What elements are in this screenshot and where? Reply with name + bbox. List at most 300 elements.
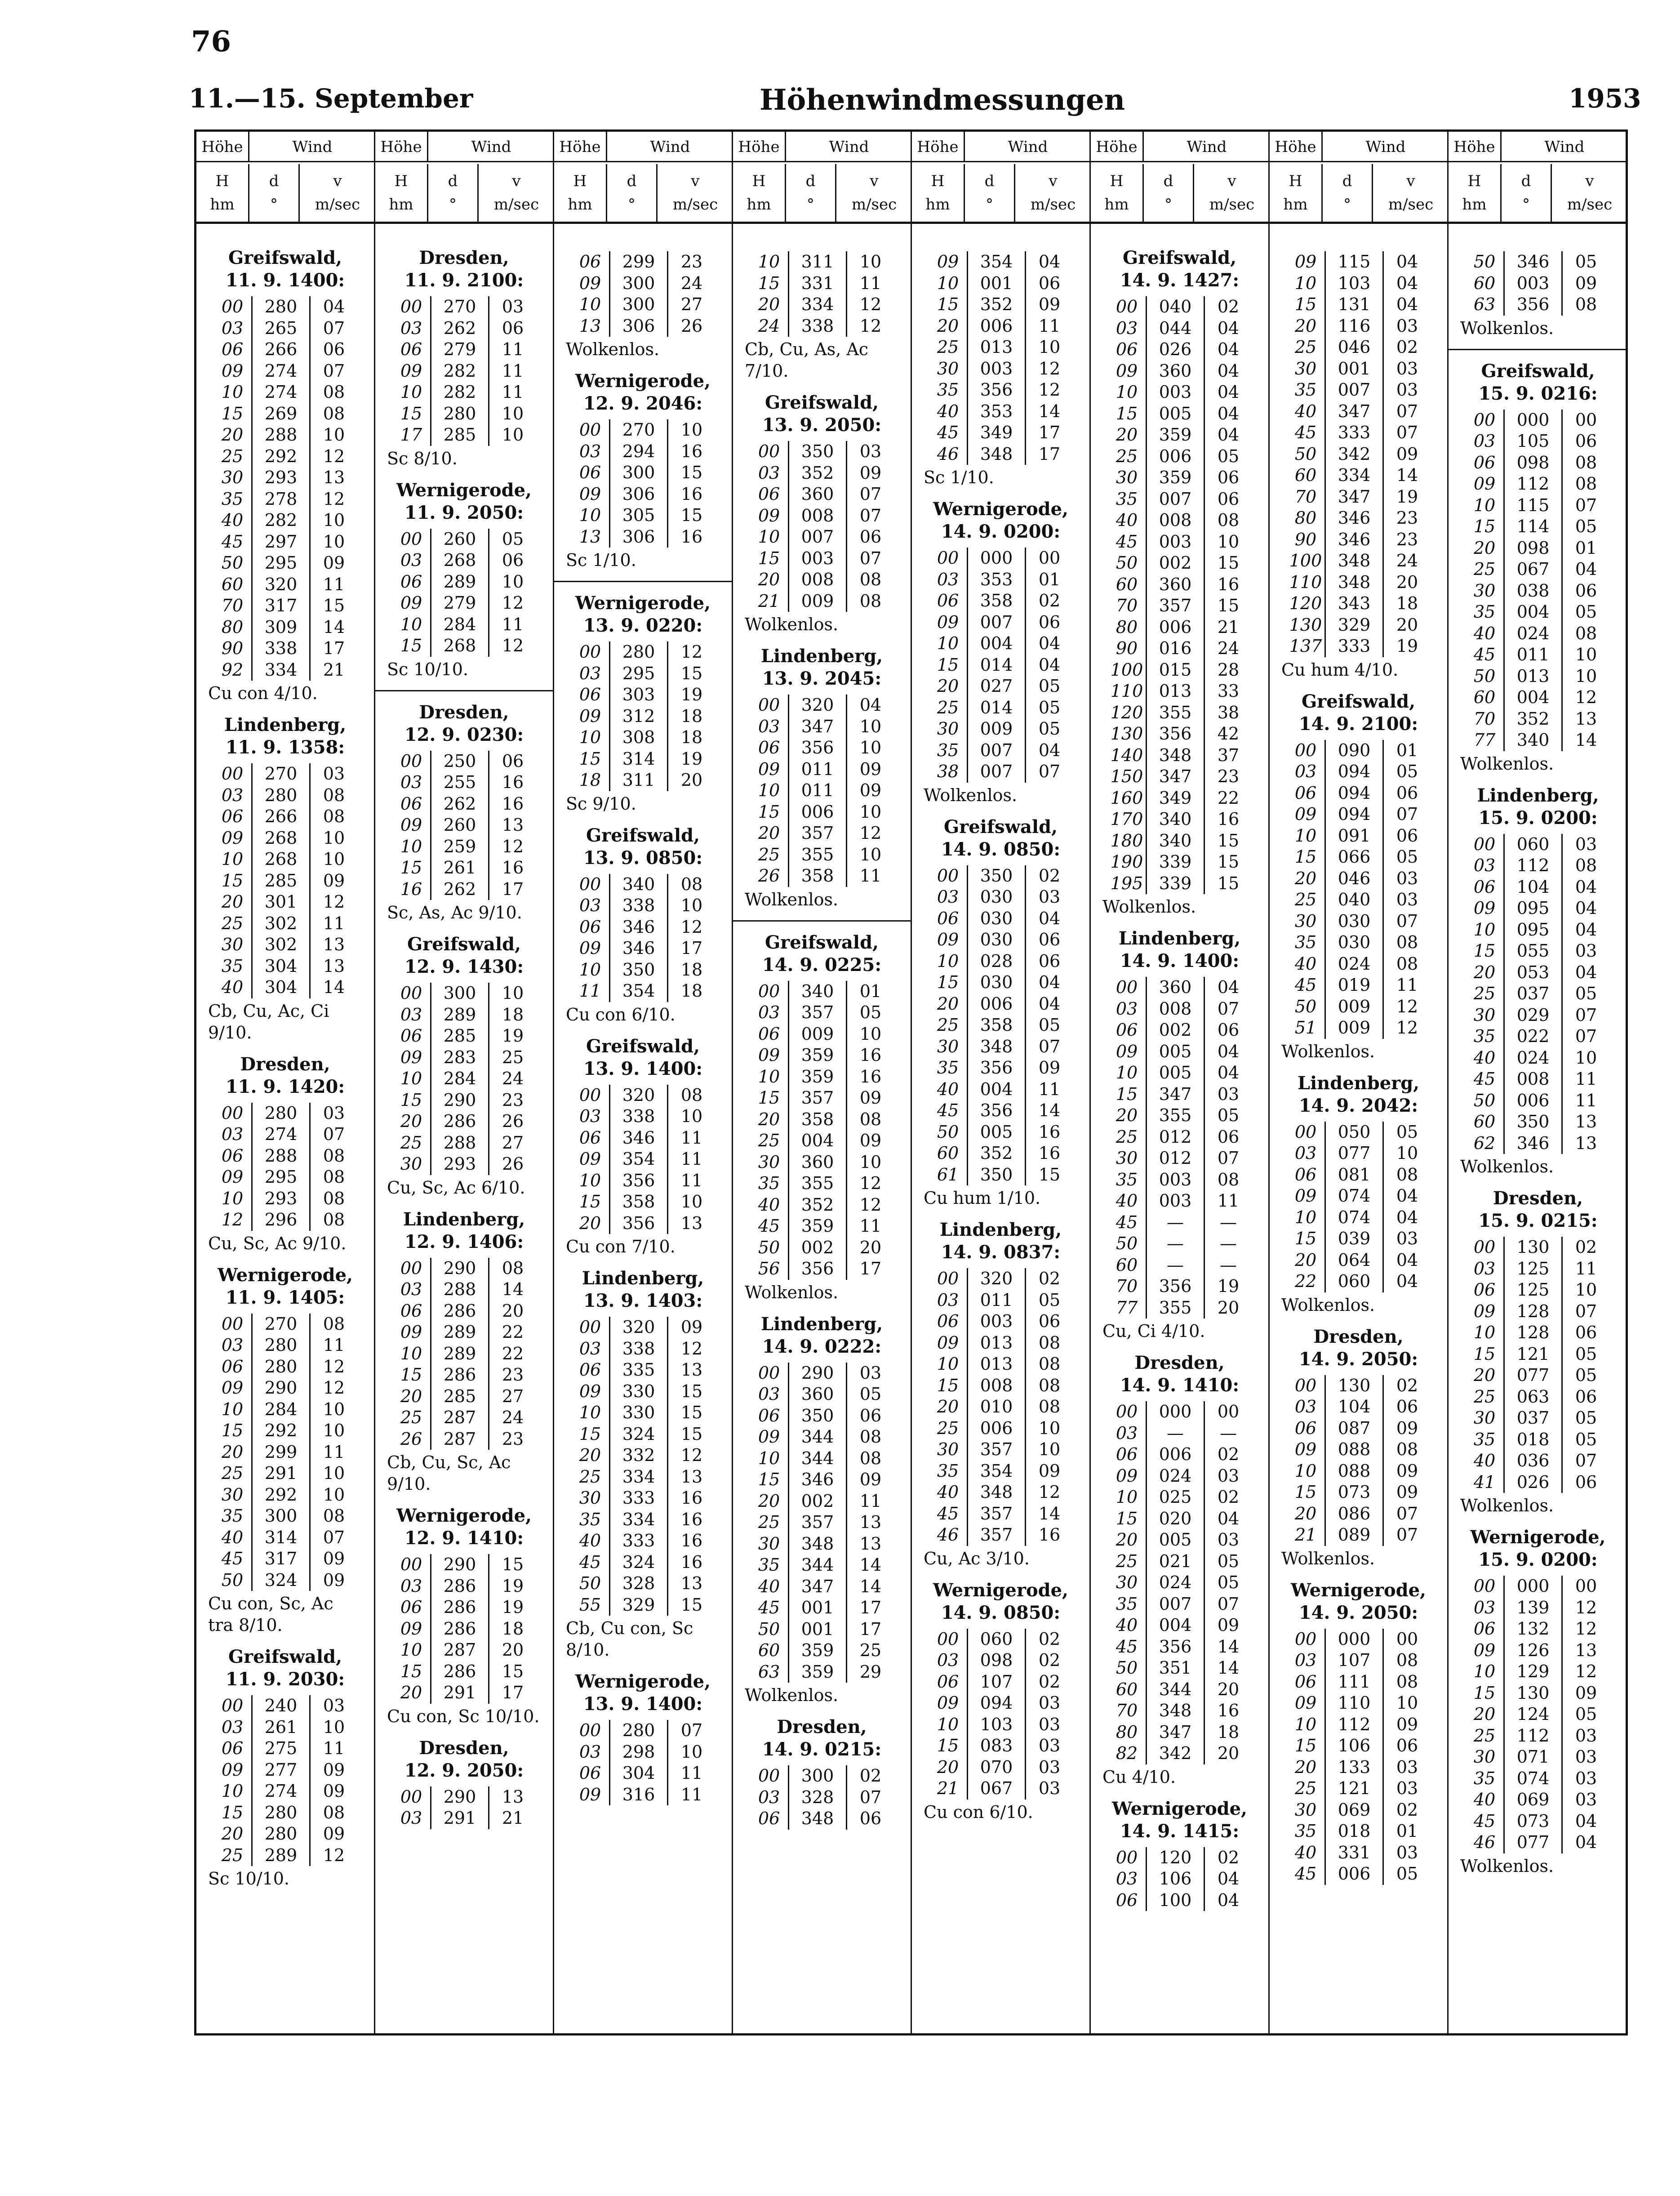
table-row <box>1108 1487 1252 1508</box>
height-value: 35 <box>1294 380 1317 400</box>
cloud-note: Wolkenlos. <box>1460 1856 1554 1876</box>
table-row <box>213 763 357 785</box>
sounding-block <box>733 251 911 382</box>
table-row <box>571 1317 715 1338</box>
sounding-block <box>1091 927 1268 1342</box>
height-value: 35 <box>1116 1169 1138 1189</box>
speed-value: 03 <box>1575 1768 1597 1788</box>
speed-value: 19 <box>1396 636 1418 656</box>
table-row <box>213 1103 357 1124</box>
sounding-title <box>733 392 911 437</box>
direction-value: 003 <box>1146 531 1205 553</box>
speed-value: 16 <box>1217 574 1240 594</box>
direction-value: 333 <box>609 1488 668 1509</box>
table-row <box>392 983 536 1004</box>
speed-value: 10 <box>323 849 345 869</box>
table-row <box>213 1188 357 1210</box>
height-value: 00 <box>1294 1375 1317 1395</box>
table-row <box>392 318 536 339</box>
speed-value: 17 <box>680 938 703 958</box>
station-column-2 <box>375 132 554 2033</box>
speed-value: 03 <box>1396 1229 1418 1248</box>
table-row <box>392 1343 536 1365</box>
height-value: 09 <box>758 759 780 779</box>
station-name: Lindenberg, <box>582 1268 704 1289</box>
sounding-title <box>196 1646 374 1691</box>
table-row <box>1287 572 1431 593</box>
sounding-block <box>733 392 911 635</box>
sounding-title <box>912 498 1089 543</box>
direction-value: 344 <box>788 1426 847 1448</box>
height-value: 00 <box>579 642 601 662</box>
speed-value: 08 <box>1217 1169 1240 1189</box>
direction-value: 356 <box>609 1213 668 1234</box>
height-unit-header: H hm <box>554 164 607 222</box>
speed-value: 13 <box>1575 1112 1597 1131</box>
table-row <box>571 1213 715 1234</box>
height-value: 00 <box>1116 1847 1138 1867</box>
speed-value: 13 <box>680 1466 703 1487</box>
table-row <box>1287 379 1431 401</box>
speed-value: 11 <box>502 361 524 381</box>
height-value: 50 <box>1294 996 1317 1016</box>
speed-value: 13 <box>680 1213 703 1233</box>
height-value: 03 <box>1116 1423 1138 1443</box>
speed-value: 05 <box>1575 602 1597 622</box>
table-row <box>1287 1207 1431 1229</box>
table-row <box>1287 1714 1431 1736</box>
height-value: 06 <box>579 1127 601 1148</box>
direction-value: 293 <box>430 1154 489 1175</box>
speed-value: 12 <box>859 1173 882 1193</box>
direction-value: 352 <box>967 1143 1026 1164</box>
height-value: 03 <box>1116 998 1138 1019</box>
table-row <box>1466 431 1609 452</box>
height-value: 10 <box>1473 495 1496 515</box>
speed-value: 08 <box>859 1109 882 1129</box>
table-row <box>213 1377 357 1399</box>
direction-value: 095 <box>1503 919 1563 941</box>
direction-value: 348 <box>1324 572 1384 593</box>
height-value: 25 <box>937 337 959 357</box>
table-row <box>1108 1084 1252 1105</box>
table-row <box>1466 1661 1609 1683</box>
height-value: 03 <box>221 1335 244 1355</box>
speed-value: 03 <box>1038 1714 1061 1734</box>
direction-value: 324 <box>609 1552 668 1573</box>
wind-header: Wind <box>1323 132 1449 162</box>
height-value: 06 <box>221 806 244 826</box>
table-row <box>750 569 894 591</box>
speed-value: 07 <box>1396 401 1418 421</box>
table-row <box>750 1808 894 1830</box>
height-value: 25 <box>937 697 959 717</box>
height-value: 06 <box>937 1671 959 1692</box>
sounding-title <box>554 824 732 869</box>
speed-value: 26 <box>502 1111 524 1131</box>
height-value: 00 <box>400 529 422 549</box>
speed-value: 10 <box>502 403 524 423</box>
table-row <box>1287 1461 1431 1482</box>
table-row <box>571 1445 715 1466</box>
table-row <box>1466 559 1609 580</box>
station-name: Lindenberg, <box>1297 1072 1420 1094</box>
speed-value: 07 <box>323 318 345 338</box>
direction-value: 340 <box>609 874 668 895</box>
sounding-block <box>912 1219 1089 1569</box>
direction-value: 001 <box>967 273 1026 294</box>
height-unit-header: H hm <box>1091 164 1144 222</box>
height-value: 35 <box>221 489 244 509</box>
table-row <box>1287 1375 1431 1397</box>
direction-value: 359 <box>788 1045 847 1066</box>
sounding-title <box>554 592 732 637</box>
direction-value: 342 <box>1146 1743 1205 1764</box>
table-row <box>750 1045 894 1066</box>
speed-value: 18 <box>1217 1722 1240 1742</box>
table-row <box>571 917 715 938</box>
speed-value: 06 <box>1575 431 1597 451</box>
table-row <box>750 251 894 273</box>
table-row <box>392 1576 536 1597</box>
station-name: Dresden, <box>1313 1326 1404 1347</box>
speed-value: 06 <box>1575 1472 1597 1492</box>
direction-value: 360 <box>1146 977 1205 998</box>
speed-value: 13 <box>502 1786 524 1807</box>
direction-value: 286 <box>430 1301 489 1322</box>
direction-value: 012 <box>1146 1148 1205 1169</box>
direction-value: 063 <box>1503 1386 1563 1408</box>
direction-value: 060 <box>967 1629 1026 1650</box>
table-row <box>1108 1679 1252 1701</box>
table-row <box>750 484 894 505</box>
speed-value: 10 <box>323 1421 345 1440</box>
direction-value: 355 <box>1146 702 1205 724</box>
direction-value: 004 <box>1503 687 1563 708</box>
direction-value: 005 <box>1146 1062 1205 1084</box>
table-row <box>1108 1401 1252 1423</box>
direction-value: 360 <box>1146 574 1205 596</box>
height-value: 03 <box>758 1002 780 1022</box>
speed-value: 13 <box>1575 1640 1597 1660</box>
height-value: 30 <box>1116 468 1138 487</box>
sounding-time: 13. 9. 1400: <box>583 1058 703 1079</box>
direction-value: 329 <box>609 1595 668 1616</box>
direction-value: 290 <box>430 1786 489 1808</box>
wind-header: Wind <box>1144 132 1270 162</box>
table-row <box>929 1524 1073 1546</box>
direction-value: 304 <box>251 956 311 977</box>
height-value: 09 <box>1294 1186 1317 1206</box>
height-value: 10 <box>579 727 601 747</box>
measurement-rows <box>571 419 715 548</box>
table-row <box>1287 889 1431 911</box>
table-row <box>929 1714 1073 1736</box>
sounding-time: 13. 9. 0220: <box>583 615 703 636</box>
table-row <box>392 1132 536 1154</box>
table-row <box>392 424 536 446</box>
direction-value: 060 <box>1324 1271 1384 1292</box>
station-name: Dresden, <box>777 1716 867 1737</box>
direction-value: 018 <box>1503 1429 1563 1451</box>
speed-value: 22 <box>1217 788 1240 808</box>
height-value: 06 <box>400 1597 422 1617</box>
height-value: 09 <box>1473 1301 1496 1321</box>
table-row <box>1466 1725 1609 1747</box>
speed-value: 11 <box>1575 1258 1597 1278</box>
direction-value: 309 <box>251 617 311 638</box>
height-value: 06 <box>758 1405 780 1425</box>
height-value: 15 <box>937 972 959 992</box>
table-row <box>1287 1524 1431 1546</box>
table-row <box>1287 593 1431 615</box>
height-value: 15 <box>758 1470 780 1489</box>
speed-value: 12 <box>323 489 345 509</box>
height-value: 15 <box>221 403 244 423</box>
table-row <box>750 1002 894 1024</box>
table-row <box>750 294 894 316</box>
direction-value: 003 <box>967 1311 1026 1332</box>
speed-value: 03 <box>1575 834 1597 854</box>
direction-value: 283 <box>430 1047 489 1069</box>
height-value: 90 <box>1294 529 1317 549</box>
direction-value: 357 <box>967 1524 1026 1546</box>
speed-value: 23 <box>502 1429 524 1449</box>
table-row <box>750 1469 894 1491</box>
table-row <box>750 273 894 294</box>
height-value: 190 <box>1110 852 1143 872</box>
table-row <box>1108 1255 1252 1276</box>
height-value: 20 <box>937 316 959 336</box>
station-name: Lindenberg, <box>760 1313 883 1335</box>
table-row <box>929 865 1073 887</box>
speed-value: 04 <box>1217 1890 1240 1910</box>
sounding-time: 13. 9. 2045: <box>762 668 882 689</box>
direction-value: 077 <box>1503 1832 1563 1853</box>
direction-value: 296 <box>251 1209 311 1231</box>
sounding-block <box>733 931 911 1303</box>
measurement-rows <box>750 981 894 1280</box>
direction-value: 262 <box>430 793 489 815</box>
table-row <box>1108 638 1252 659</box>
direction-value: 350 <box>967 865 1026 887</box>
height-value: 50 <box>758 1237 780 1257</box>
height-value: 20 <box>937 1757 959 1777</box>
direction-value: 298 <box>609 1742 668 1763</box>
height-value: 15 <box>1473 1344 1496 1364</box>
direction-value: 339 <box>1146 873 1205 895</box>
speed-value: 12 <box>502 593 524 613</box>
direction-value: 320 <box>788 695 847 716</box>
table-row <box>750 1258 894 1280</box>
cloud-note: Wolkenlos. <box>1281 1041 1375 1061</box>
speed-value: 08 <box>1575 452 1597 472</box>
table-row <box>750 823 894 844</box>
direction-value: 357 <box>788 1087 847 1109</box>
height-value: 20 <box>758 1109 780 1129</box>
station-name: Greifswald, <box>586 824 700 846</box>
direction-value: 002 <box>1146 552 1205 574</box>
measurement-rows <box>750 441 894 612</box>
height-value: 15 <box>937 294 959 314</box>
direction-value: 009 <box>1324 996 1384 1018</box>
height-value: 09 <box>400 1322 422 1342</box>
speed-value: 04 <box>1038 993 1061 1014</box>
speed-value: 10 <box>323 1399 345 1419</box>
direction-value: 299 <box>609 251 668 273</box>
speed-value: 04 <box>1396 1271 1418 1291</box>
speed-unit-header: v m/sec <box>1030 172 1076 214</box>
height-value: 40 <box>1294 401 1317 421</box>
speed-value: 01 <box>1575 538 1597 558</box>
table-row <box>571 895 715 917</box>
speed-value: 05 <box>1038 697 1061 717</box>
speed-value: 11 <box>1575 1090 1597 1110</box>
column-header <box>1091 132 1268 224</box>
station-column-1 <box>196 132 375 2033</box>
direction-value: 304 <box>609 1763 668 1784</box>
height-value: 03 <box>221 1124 244 1144</box>
height-value: 30 <box>400 1154 422 1174</box>
height-value: 03 <box>937 569 959 589</box>
speed-value: 19 <box>680 685 703 704</box>
speed-value: 04 <box>1217 339 1240 359</box>
speed-value: 11 <box>502 382 524 402</box>
station-name: Lindenberg, <box>224 714 347 735</box>
height-value: 15 <box>1473 517 1496 536</box>
table-row <box>213 828 357 849</box>
height-value: 06 <box>400 339 422 359</box>
measurement-rows <box>392 983 536 1175</box>
direction-value: 269 <box>251 403 311 425</box>
table-row <box>1108 1551 1252 1572</box>
measurement-rows <box>213 296 357 681</box>
height-value: 25 <box>1473 1386 1496 1407</box>
sounding-time: 14. 9. 2100: <box>1298 713 1418 735</box>
speed-value: 06 <box>1038 612 1061 632</box>
speed-value: 20 <box>1396 572 1418 592</box>
direction-value: 024 <box>1503 1047 1563 1069</box>
speed-value: 07 <box>1575 1451 1597 1470</box>
speed-value: 06 <box>1217 489 1240 509</box>
speed-value: 13 <box>323 935 345 954</box>
measurement-rows <box>1108 1401 1252 1764</box>
speed-value: 05 <box>1038 676 1061 696</box>
table-row <box>571 505 715 526</box>
table-row <box>213 1738 357 1759</box>
table-row <box>392 1618 536 1640</box>
direction-value: 115 <box>1324 251 1384 273</box>
speed-value: 19 <box>1217 1276 1240 1296</box>
table-row <box>571 526 715 548</box>
height-value: 00 <box>1473 1237 1496 1257</box>
direction-value: 287 <box>430 1429 489 1450</box>
table-row <box>750 1597 894 1619</box>
direction-value: 274 <box>251 361 311 382</box>
direction-value: 356 <box>1146 1276 1205 1297</box>
speed-value: 18 <box>680 959 703 980</box>
height-value: 06 <box>1294 1418 1317 1438</box>
station-name: Wernigerode, <box>575 1671 711 1692</box>
direction-value: 089 <box>1324 1524 1384 1546</box>
sounding-title <box>196 1053 374 1098</box>
direction-value: 087 <box>1324 1418 1384 1439</box>
height-value: 03 <box>1116 318 1138 338</box>
speed-value: 07 <box>859 548 882 568</box>
column-body <box>1449 222 1627 2033</box>
direction-value: 277 <box>251 1759 311 1781</box>
height-value: 00 <box>1294 1122 1317 1142</box>
height-value: 20 <box>221 892 244 912</box>
height-value: 150 <box>1110 766 1143 786</box>
direction-value: 003 <box>1146 382 1205 403</box>
speed-value: 16 <box>680 441 703 461</box>
direction-value: 026 <box>1146 339 1205 361</box>
direction-value: 300 <box>430 983 489 1004</box>
direction-value: 025 <box>1146 1487 1205 1508</box>
direction-value: 360 <box>788 484 847 505</box>
height-value: 15 <box>1294 1229 1317 1248</box>
table-row <box>213 1463 357 1484</box>
height-value: 00 <box>937 548 959 568</box>
height-header: Höhe <box>733 132 786 162</box>
speed-value: 09 <box>859 1131 882 1150</box>
height-value: 40 <box>937 401 959 421</box>
direction-value: 036 <box>1503 1450 1563 1472</box>
table-row <box>1466 1301 1609 1323</box>
table-row <box>1108 574 1252 596</box>
direction-value: 006 <box>967 1418 1026 1439</box>
speed-value: 03 <box>1038 1693 1061 1713</box>
direction-value: 044 <box>1146 318 1205 339</box>
column-body <box>554 222 732 2033</box>
height-value: 25 <box>758 844 780 864</box>
direction-value: 358 <box>967 590 1026 612</box>
direction-value: 250 <box>430 751 489 772</box>
speed-value: 07 <box>1396 1525 1418 1545</box>
table-row <box>1287 804 1431 825</box>
direction-value: 003 <box>1503 273 1563 294</box>
height-value: 51 <box>1294 1018 1317 1038</box>
height-value: 00 <box>400 1258 422 1278</box>
table-row <box>571 980 715 1002</box>
direction-value: 132 <box>1503 1618 1563 1640</box>
direction-value: 348 <box>788 1808 847 1830</box>
height-value: 30 <box>937 1036 959 1056</box>
speed-value: 15 <box>680 1595 703 1615</box>
measurement-rows <box>1287 740 1431 1039</box>
direction-value: 077 <box>1503 1365 1563 1386</box>
height-value: 06 <box>1116 339 1138 359</box>
table-row <box>1466 1344 1609 1365</box>
speed-value: 12 <box>502 836 524 856</box>
direction-value: 347 <box>1324 401 1384 423</box>
table-row <box>1287 316 1431 337</box>
height-value: 06 <box>758 484 780 504</box>
table-row <box>1466 1832 1609 1853</box>
sounding-time: 14. 9. 2050: <box>1298 1348 1418 1370</box>
table-row <box>571 1466 715 1488</box>
direction-value: 069 <box>1503 1789 1563 1811</box>
table-row <box>571 1509 715 1531</box>
table-row <box>213 1442 357 1463</box>
speed-value: 05 <box>1217 1105 1240 1125</box>
table-row <box>392 1661 536 1683</box>
height-value: 40 <box>1116 1191 1138 1211</box>
height-value: 25 <box>1473 1725 1496 1746</box>
direction-value: 303 <box>609 684 668 706</box>
cloud-note: Wolkenlos. <box>745 889 839 909</box>
